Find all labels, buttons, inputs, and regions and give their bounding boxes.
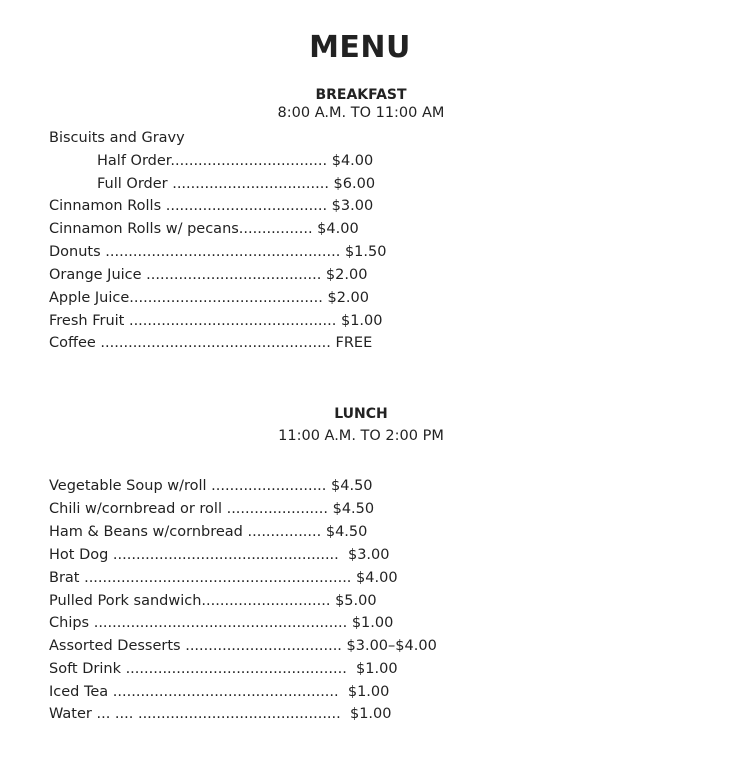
menu-item: Apple Juice.......................................... $2.00 (49, 290, 369, 306)
menu-item: Donuts ................................................... $1.50 (49, 244, 387, 260)
menu-item: Pulled Pork sandwich............................ $5.00 (49, 593, 377, 609)
menu-item: Coffee .................................................. FREE (49, 335, 373, 351)
menu-item: Orange Juice ...................................... $2.00 (49, 267, 368, 283)
breakfast-hours: 8:00 A.M. TO 11:00 AM (277, 105, 445, 121)
lunch-hours: 11:00 A.M. TO 2:00 PM (278, 428, 444, 444)
menu-item: Fresh Fruit ............................................. $1.00 (49, 313, 383, 329)
menu-item: Brat .......................................................... $4.00 (49, 570, 398, 586)
menu-item: Cinnamon Rolls w/ pecans................ $4.00 (49, 221, 359, 237)
menu-item: Vegetable Soup w/roll ......................... $4.50 (49, 478, 373, 494)
menu-item: Hot Dog ................................................. $3.00 (49, 547, 390, 563)
menu-item: Assorted Desserts .................................. $3.00–$4.00 (49, 638, 437, 654)
menu-item: Chili w/cornbread or roll ...................... $4.50 (49, 501, 375, 517)
menu-item: Water ... .... ............................................ $1.00 (49, 706, 392, 722)
menu-item: Biscuits and Gravy (49, 130, 185, 146)
lunch-heading: LUNCH (334, 406, 388, 422)
menu-item: Soft Drink ................................................ $1.00 (49, 661, 398, 677)
menu-item: Half Order.................................. $4.00 (97, 153, 374, 169)
menu-item: Chips ....................................................... $1.00 (49, 615, 394, 631)
menu-item: Full Order .................................. $6.00 (97, 176, 376, 192)
menu-item: Cinnamon Rolls ................................... $3.00 (49, 198, 374, 214)
menu-item: Ham & Beans w/cornbread ................ $4.50 (49, 524, 368, 540)
menu-title: MENU (309, 30, 411, 65)
menu-item: Iced Tea ................................................. $1.00 (49, 684, 390, 700)
breakfast-heading: BREAKFAST (315, 87, 407, 103)
